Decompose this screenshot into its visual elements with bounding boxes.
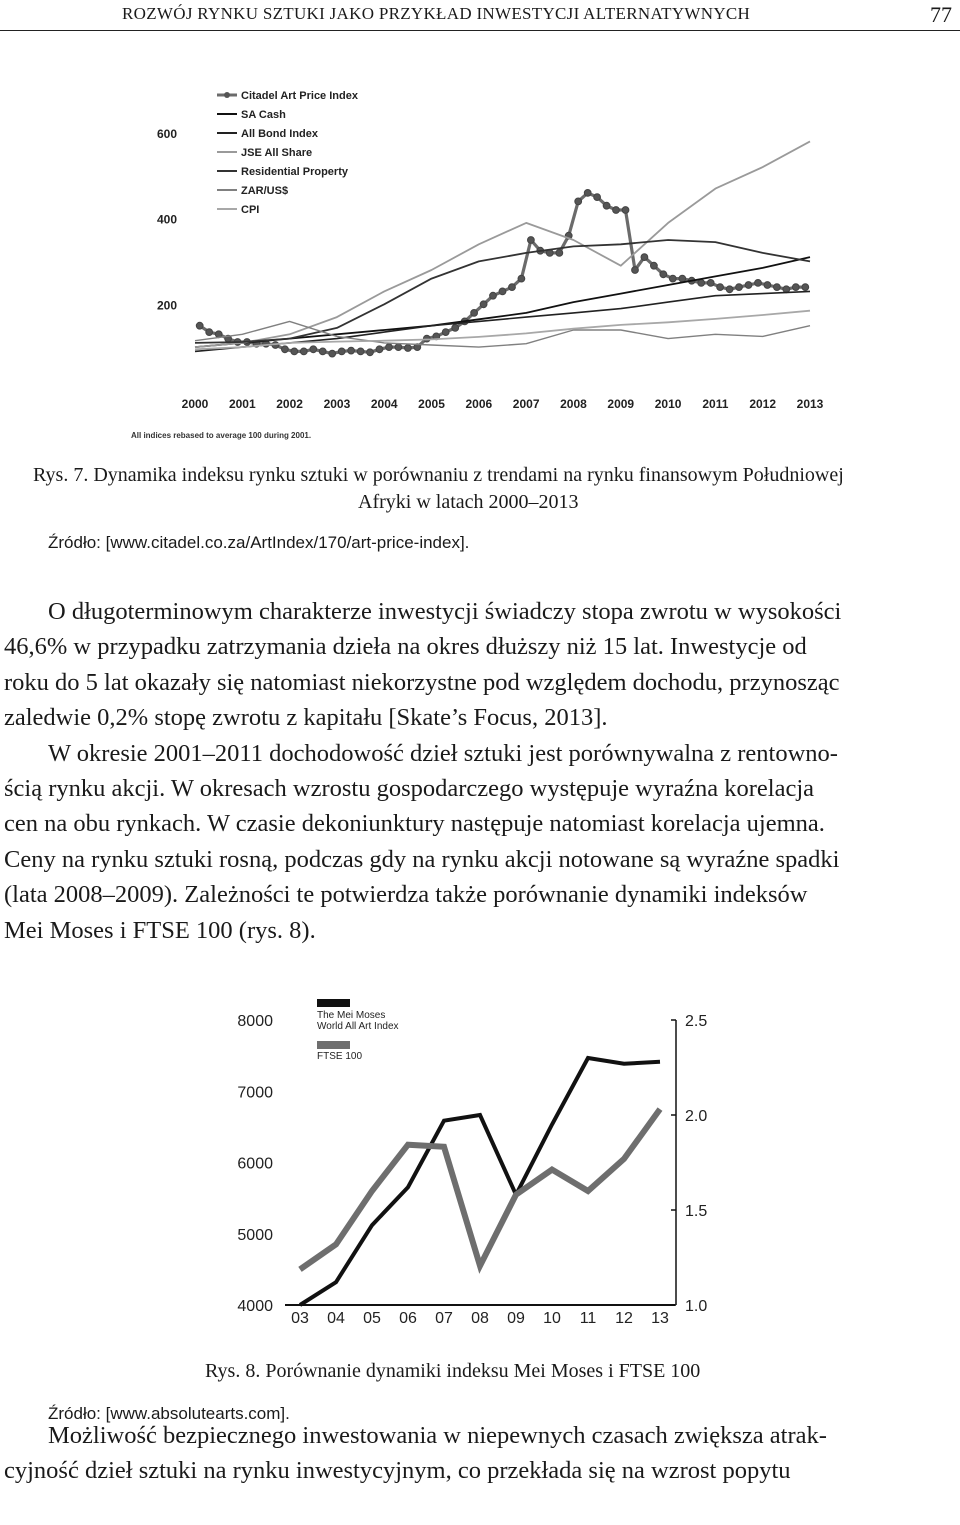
fig8-x-tick-11: 13 — [651, 1310, 669, 1327]
header-rule — [0, 30, 960, 31]
fig7-x-tick-7: 2006 — [465, 397, 493, 411]
fig7-x-tick-13: 2012 — [749, 397, 777, 411]
fig7-art-point — [698, 280, 705, 287]
fig7-art-point — [641, 254, 648, 261]
fig8-x-tick-5: 07 — [435, 1310, 453, 1327]
fig7-art-point — [774, 284, 781, 291]
paragraph-1-line-10: Mei Moses i FTSE 100 (rys. 8). — [4, 916, 316, 944]
fig7-art-point — [575, 198, 582, 205]
fig7-art-point — [395, 344, 402, 351]
fig7-art-point — [651, 262, 658, 269]
fig7-art-point — [802, 284, 809, 291]
fig8-left-tick-3: 6000 — [237, 1155, 273, 1173]
figure-8-source: Źródło: [www.absolutearts.com]. — [48, 1404, 290, 1423]
fig8-legend-label-1b: World All Art Index — [317, 1021, 399, 1032]
fig7-art-point — [518, 275, 525, 282]
fig7-series-1-line — [200, 193, 806, 354]
fig7-art-point — [310, 346, 317, 353]
fig8-series-2-line — [300, 1109, 660, 1269]
fig7-art-point — [584, 190, 591, 197]
fig7-legend-label-6: ZAR/US$ — [241, 185, 289, 197]
paragraph-2-text — [4, 1418, 958, 1489]
fig7-art-point — [660, 271, 667, 278]
figure-7-caption-line-1: Rys. 7. Dynamika indeksu rynku sztuki w porównaniu z trendami na rynku finansowym Południowej — [33, 464, 844, 486]
fig7-legend-marker — [224, 92, 230, 98]
fig7-art-point — [442, 329, 449, 336]
fig7-art-point — [726, 286, 733, 293]
paragraph-2-line-2: cyjność dzieł sztuki na rynku inwestycyjnym, co przekłada się na wzrost popytu — [4, 1457, 791, 1485]
fig7-art-point — [603, 202, 610, 209]
running-title: ROZWÓJ RYNKU SZTUKI JAKO PRZYKŁAD INWESTYCJI ALTERNATYWNYCH — [122, 4, 751, 23]
fig8-left-tick-4: 5000 — [237, 1226, 273, 1244]
fig7-x-tick-4: 2003 — [323, 397, 351, 411]
fig7-art-point — [707, 280, 714, 287]
fig7-art-point — [745, 282, 752, 289]
fig7-art-point — [348, 347, 355, 354]
fig8-x-tick-7: 09 — [507, 1310, 525, 1327]
fig7-y-tick-3: 600 — [156, 126, 177, 141]
fig7-x-tick-11: 2010 — [654, 397, 682, 411]
fig7-art-point — [357, 348, 364, 355]
figure-7-caption-line-2: Afryki w latach 2000–2013 — [358, 491, 579, 513]
figure-7-source: Źródło: [www.citadel.co.za/ArtIndex/170/art-price-index]. — [48, 533, 470, 552]
fig7-legend-label-7: CPI — [241, 204, 260, 216]
paragraph-1-line-7: cen na obu rynkach. W czasie dekoniunktury następuje natomiast korelacja ujemna. — [4, 810, 825, 838]
fig7-legend-label-5: Residential Property — [241, 166, 348, 178]
fig7-legend-label-2: SA Cash — [241, 109, 286, 121]
fig8-x-tick-1: 03 — [291, 1310, 309, 1327]
fig7-art-point — [679, 275, 686, 282]
fig7-art-point — [509, 284, 516, 291]
fig7-art-point — [405, 345, 412, 352]
fig7-art-point — [717, 284, 724, 291]
paragraph-1-line-8: Ceny na rynku sztuki rosną, podczas gdy na rynku akcji notowane są wyraźne spadki — [4, 845, 840, 873]
paragraph-1-text — [4, 594, 958, 948]
figure-7-chart — [125, 80, 835, 445]
fig7-x-tick-1: 2000 — [181, 397, 209, 411]
fig7-art-point — [594, 194, 601, 201]
fig7-y-tick-1: 200 — [156, 298, 177, 313]
fig7-art-point — [329, 350, 336, 357]
fig8-x-tick-9: 11 — [579, 1310, 597, 1327]
fig7-x-tick-12: 2011 — [702, 397, 729, 411]
fig7-x-tick-9: 2008 — [560, 397, 587, 411]
fig7-art-point — [499, 288, 506, 295]
paragraph-1-line-5: W okresie 2001–2011 dochodowość dzieł sztuki jest porównywalna z rentowno- — [48, 739, 838, 767]
fig7-art-point — [528, 237, 535, 244]
fig7-x-tick-2: 2001 — [228, 397, 256, 411]
fig7-legend-label-4: JSE All Share — [241, 147, 313, 159]
fig8-legend-label-2: FTSE 100 — [317, 1051, 363, 1062]
figure-7-caption — [33, 462, 844, 489]
fig7-art-point — [376, 346, 383, 353]
fig7-art-point — [206, 329, 213, 336]
fig7-art-point — [613, 207, 620, 214]
fig7-series-2-line — [195, 257, 810, 347]
fig8-right-tick-3: 1.5 — [685, 1203, 708, 1220]
fig7-art-point — [490, 292, 497, 299]
fig7-footnote: All indices rebased to average 100 during 2001. — [131, 431, 312, 440]
fig7-art-point — [622, 207, 629, 214]
fig7-y-tick-2: 400 — [156, 212, 177, 227]
paragraph-1-line-1: O długoterminowym charakterze inwestycji świadczy stopa zwrotu w wysokości — [48, 598, 842, 625]
figure-8-chart — [225, 985, 745, 1330]
fig7-x-tick-5: 2004 — [370, 397, 398, 411]
fig7-art-point — [319, 348, 326, 355]
fig8-left-tick-5: 4000 — [237, 1298, 273, 1315]
fig7-art-point — [556, 250, 563, 257]
fig8-legend-swatch-2 — [317, 1041, 350, 1049]
paragraph-1-line-4: zaledwie 0,2% stopę zwrotu z kapitału [Skate’s Focus, 2013]. — [4, 704, 608, 732]
fig7-art-point — [386, 344, 393, 351]
fig7-art-point — [632, 267, 639, 274]
fig7-art-point — [669, 275, 676, 282]
fig8-x-tick-4: 06 — [399, 1310, 417, 1327]
figure-8-caption: Rys. 8. Porównanie dynamiki indeksu Mei Moses i FTSE 100 — [205, 1360, 701, 1382]
figure-7-caption-cont — [358, 489, 579, 516]
page-header — [0, 0, 960, 32]
fig8-x-tick-2: 04 — [327, 1310, 345, 1327]
fig7-x-tick-8: 2007 — [512, 397, 540, 411]
fig7-art-point — [291, 348, 298, 355]
fig7-art-point — [764, 282, 771, 289]
fig7-art-point — [196, 322, 203, 329]
fig7-art-point — [452, 325, 459, 332]
fig7-x-tick-10: 2009 — [607, 397, 635, 411]
fig7-art-point — [755, 280, 762, 287]
fig8-left-tick-1: 8000 — [237, 1013, 273, 1030]
fig7-x-tick-3: 2002 — [276, 397, 303, 411]
fig8-left-tick-2: 7000 — [237, 1084, 273, 1102]
fig8-x-tick-6: 08 — [471, 1310, 489, 1327]
fig7-art-point — [282, 346, 289, 353]
fig7-art-point — [792, 284, 799, 291]
fig7-x-tick-14: 2013 — [796, 397, 824, 411]
fig8-right-tick-1: 2.5 — [685, 1013, 708, 1030]
paragraph-1-line-3: roku do 5 lat okazały się natomiast niekorzystne pod względem dochodu, przynosząc — [4, 668, 840, 696]
paragraph-1-line-2: 46,6% w przypadku zatrzymania dzieła na okres dłuższy niż 15 lat. Inwestycje od — [4, 633, 807, 661]
fig8-legend-swatch-1 — [317, 999, 350, 1007]
fig8-legend-label-1a: The Mei Moses — [317, 1010, 386, 1021]
fig7-legend-label-1: Citadel Art Price Index — [241, 90, 358, 102]
fig7-art-point — [736, 284, 743, 291]
fig8-x-tick-3: 05 — [363, 1310, 381, 1327]
fig7-legend-label-3: All Bond Index — [241, 128, 318, 140]
page-number: 77 — [930, 2, 952, 27]
paragraph-2-line-1: Możliwość bezpiecznego inwestowania w niepewnych czasach zwiększa atrak- — [48, 1422, 827, 1449]
paragraph-1-line-9: (lata 2008–2009). Zależności te potwierdza także porównanie dynamiki indeksów — [4, 881, 808, 909]
paragraph-1 — [4, 594, 958, 948]
fig8-x-tick-8: 10 — [543, 1310, 561, 1327]
paragraph-1-line-6: ścią rynku akcji. W okresach wzrostu gospodarczego występuje wyraźna korelacja — [4, 775, 815, 803]
fig8-right-tick-4: 1.0 — [685, 1298, 708, 1315]
fig7-x-tick-6: 2005 — [418, 397, 445, 411]
fig7-art-point — [300, 348, 307, 355]
fig8-x-tick-10: 12 — [615, 1310, 633, 1327]
fig7-art-point — [480, 301, 487, 308]
fig7-art-point — [338, 348, 345, 355]
fig7-art-point — [367, 349, 374, 356]
paragraph-2 — [4, 1418, 958, 1489]
fig8-right-tick-2: 2.0 — [685, 1108, 708, 1125]
fig7-art-point — [471, 310, 478, 317]
